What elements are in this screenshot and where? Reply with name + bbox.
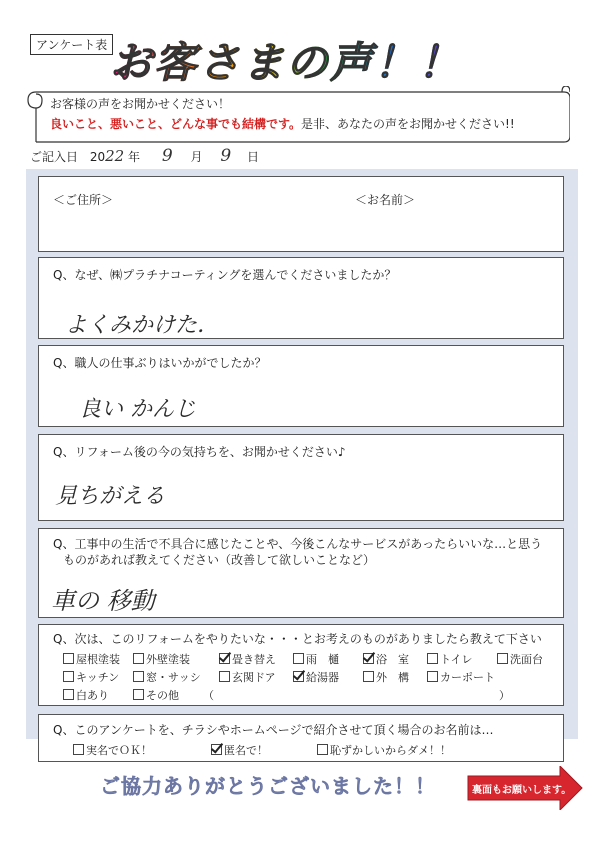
- reform-option-label: 玄関ドア: [232, 671, 276, 684]
- reform-option-label: 外 構: [376, 671, 409, 684]
- question-1: Q、なぜ、㈱プラチナコーティングを選んでくださいましたか？: [53, 268, 397, 282]
- reform-option-label: キッチン: [76, 671, 120, 684]
- reform-option[interactable]: [219, 651, 276, 667]
- question-box-5: [38, 624, 564, 706]
- name-permission-option[interactable]: [211, 742, 268, 758]
- info-box: [38, 176, 564, 252]
- question-4-line-1: Q、工事中の生活で不具合に感じたことや、今後こんなサービスがあったらいいな…と思う: [53, 537, 543, 551]
- date-day-unit: 日: [247, 150, 260, 164]
- checkbox-icon[interactable]: [497, 653, 508, 664]
- reform-option[interactable]: [293, 651, 339, 667]
- reform-option[interactable]: [293, 669, 339, 685]
- reform-option-label: 窓・サッシ: [146, 671, 201, 684]
- reform-option-label: トイレ: [440, 653, 473, 666]
- thanks-message: ご協力ありがとうございました！！: [100, 774, 436, 798]
- name-permission-option-label: 恥ずかしいからダメ！！: [330, 744, 451, 757]
- reform-option[interactable]: [133, 651, 190, 667]
- intro-request: 是非、あなたの声をお聞かせください!!: [301, 117, 515, 131]
- answer-4: 車の 移動: [51, 587, 155, 615]
- checkbox-icon[interactable]: [63, 653, 74, 664]
- question-box-4: [38, 528, 564, 618]
- reform-option[interactable]: [219, 669, 276, 685]
- checkbox-icon[interactable]: [63, 689, 74, 700]
- reform-option[interactable]: [427, 651, 472, 667]
- name-permission-option-label: 匿名で！: [224, 744, 268, 757]
- intro-line-2: [50, 115, 515, 132]
- checkbox-icon[interactable]: [293, 671, 304, 682]
- date-month-unit: 月: [190, 150, 203, 164]
- address-label: ＜ご住所＞: [53, 193, 114, 207]
- reform-option[interactable]: [63, 651, 120, 667]
- reform-option-label: 給湯器: [306, 671, 339, 684]
- checkbox-icon[interactable]: [317, 744, 328, 755]
- reform-option[interactable]: [363, 669, 409, 685]
- intro-line-1: お客様の声をお聞かせください！: [50, 97, 231, 111]
- reform-option[interactable]: [427, 669, 495, 685]
- reform-option[interactable]: [63, 669, 119, 685]
- reform-option[interactable]: [497, 651, 543, 667]
- checkbox-icon[interactable]: [219, 653, 230, 664]
- other-open-paren: （: [203, 689, 214, 702]
- checkbox-icon[interactable]: [73, 744, 84, 755]
- reform-option[interactable]: [133, 687, 179, 703]
- checkbox-icon[interactable]: [363, 653, 374, 664]
- reform-option-label: 外壁塗装: [146, 653, 190, 666]
- name-label: ＜お名前＞: [355, 193, 416, 207]
- reform-option-label: 畳き替え: [232, 653, 276, 666]
- question-box-3: [38, 434, 564, 521]
- reform-option[interactable]: [363, 651, 409, 667]
- reform-option-label: 白あり: [76, 689, 109, 702]
- reform-option-label: その他: [146, 689, 179, 702]
- date-era: 20: [89, 150, 106, 164]
- reform-option-label: カーポート: [440, 671, 495, 684]
- other-close-paren: ）: [499, 689, 510, 702]
- page-title: お客さまの声！！: [110, 30, 462, 90]
- intro-emphasis: 良いこと、悪いこと、どんな事でも結構です。: [50, 117, 302, 131]
- reform-option[interactable]: [133, 669, 201, 685]
- question-box-2: [38, 345, 564, 427]
- question-2: Q、職人の仕事ぶりはいかがでしたか？: [53, 356, 267, 370]
- survey-tag: アンケート表: [30, 34, 113, 55]
- date-year: 22: [105, 147, 125, 165]
- question-box-6: [38, 714, 564, 762]
- checkbox-icon[interactable]: [133, 689, 144, 700]
- back-page-note: 裏面もお願いします。: [472, 785, 572, 796]
- reform-option[interactable]: [63, 687, 109, 703]
- date-day: 9: [220, 146, 232, 166]
- checkbox-icon[interactable]: [133, 671, 144, 682]
- checkbox-icon[interactable]: [427, 671, 438, 682]
- reform-option-label: 屋根塗装: [76, 653, 120, 666]
- name-permission-option[interactable]: [73, 742, 152, 758]
- checkbox-icon[interactable]: [427, 653, 438, 664]
- checkbox-icon[interactable]: [293, 653, 304, 664]
- question-3: Q、リフォーム後の今の気持ちを、お聞かせください♪: [53, 445, 346, 459]
- reform-option-label: 浴 室: [376, 653, 409, 666]
- checkbox-icon[interactable]: [133, 653, 144, 664]
- answer-2: 良い かんじ: [79, 397, 196, 422]
- reform-option-label: 洗面台: [510, 653, 543, 666]
- question-6: Q、このアンケートを、チラシやホームページで紹介させて頂く場合のお名前は…: [53, 723, 494, 737]
- question-5: Q、次は、このリフォームをやりたいな・・・とお考えのものがありましたら教えて下さい: [53, 632, 542, 646]
- date-month: 9: [161, 146, 173, 166]
- checkbox-icon[interactable]: [219, 671, 230, 682]
- reform-option-label: 雨 樋: [306, 653, 339, 666]
- question-4-line-2: ものがあれば教えてください（改善して欲しいことなど）: [63, 553, 376, 567]
- checkbox-icon[interactable]: [63, 671, 74, 682]
- date-label: ご記入日: [30, 150, 79, 164]
- name-permission-option-label: 実名でＯＫ！: [86, 744, 152, 757]
- checkbox-icon[interactable]: [211, 744, 222, 755]
- checkbox-icon[interactable]: [363, 671, 374, 682]
- entry-date: [30, 146, 259, 166]
- name-permission-option[interactable]: [317, 742, 451, 758]
- date-year-unit: 年: [128, 150, 141, 164]
- answer-1: よくみかけた．: [65, 313, 220, 338]
- question-box-1: [38, 257, 564, 339]
- answer-3: 見ちがえる: [55, 484, 166, 509]
